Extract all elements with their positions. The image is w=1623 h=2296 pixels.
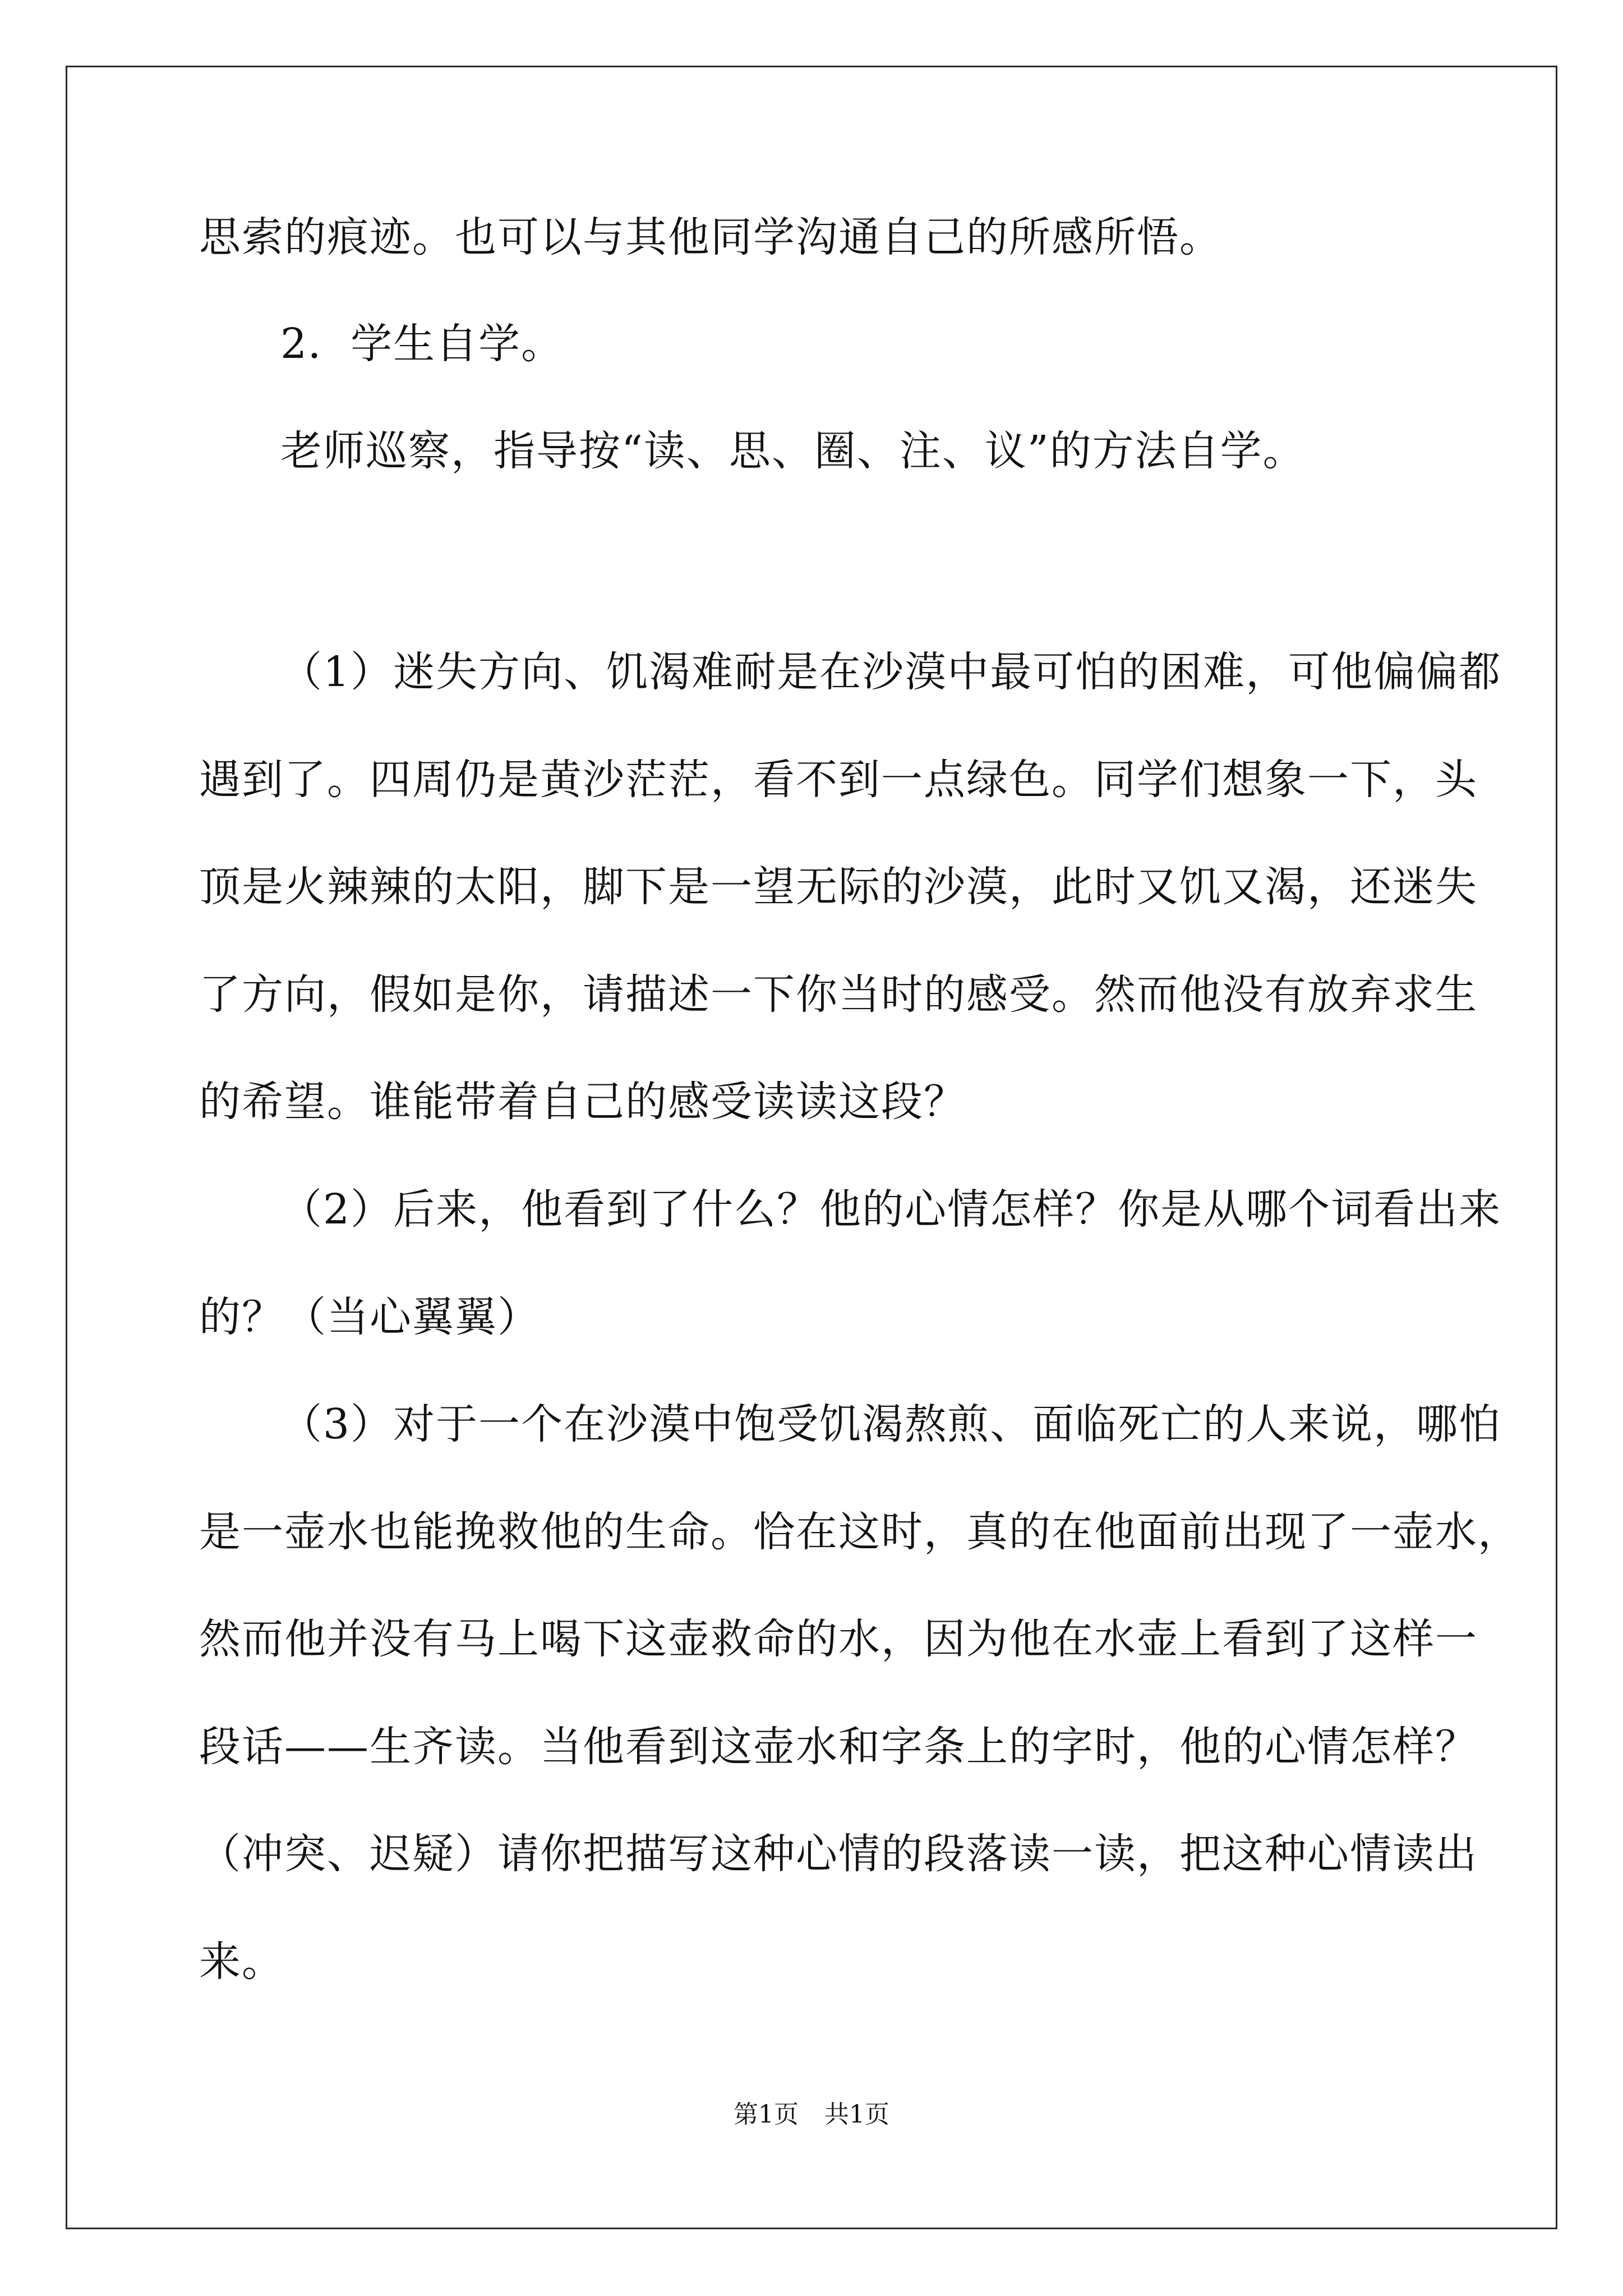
paragraph-line: 是一壶水也能挽救他的生命。恰在这时，真的在他面前出现了一壶水， (199, 1508, 1520, 1556)
paragraph-line: （2）后来，他看到了什么？他的心情怎样？你是从哪个词看出来 (280, 1185, 1502, 1234)
paragraph-line: 然而他并没有马上喝下这壶救命的水，因为他在水壶上看到了这样一 (199, 1615, 1478, 1663)
paragraph-line: 了方向，假如是你，请描述一下你当时的感受。然而他没有放弃求生 (199, 970, 1478, 1019)
paragraph-line: 思索的痕迹。也可以与其他同学沟通自己的所感所悟。 (199, 213, 1222, 261)
page-total: 共1页 (824, 2100, 889, 2129)
paragraph-line: 段话——生齐读。当他看到这壶水和字条上的字时，他的心情怎样？ (199, 1723, 1478, 1771)
paragraph-line: 的？（当心翼翼） (199, 1293, 540, 1341)
paragraph-line: （1）迷失方向、饥渴难耐是在沙漠中最可怕的困难，可他偏偏都 (280, 648, 1502, 696)
paragraph-line: 遇到了。四周仍是黄沙茫茫，看不到一点绿色。同学们想象一下，头 (199, 756, 1478, 804)
paragraph-line: （3）对于一个在沙漠中饱受饥渴熬煎、面临死亡的人来说，哪怕 (280, 1400, 1502, 1448)
paragraph-heading: 2．学生自学。 (280, 320, 564, 368)
page-border (66, 66, 1557, 2229)
page-footer (0, 2098, 1623, 2132)
page-number: 第1页 (734, 2100, 799, 2129)
paragraph-line: 顶是火辣辣的太阳，脚下是一望无际的沙漠，此时又饥又渴，还迷失 (199, 863, 1478, 911)
paragraph-line: 的希望。谁能带着自己的感受读读这段？ (199, 1078, 966, 1126)
paragraph-line: 老师巡察，指导按“读、思、圈、注、议”的方法自学。 (280, 427, 1306, 475)
paragraph-line: 来。 (199, 1938, 284, 1986)
paragraph-line: （冲突、迟疑）请你把描写这种心情的段落读一读，把这种心情读出 (199, 1830, 1478, 1878)
